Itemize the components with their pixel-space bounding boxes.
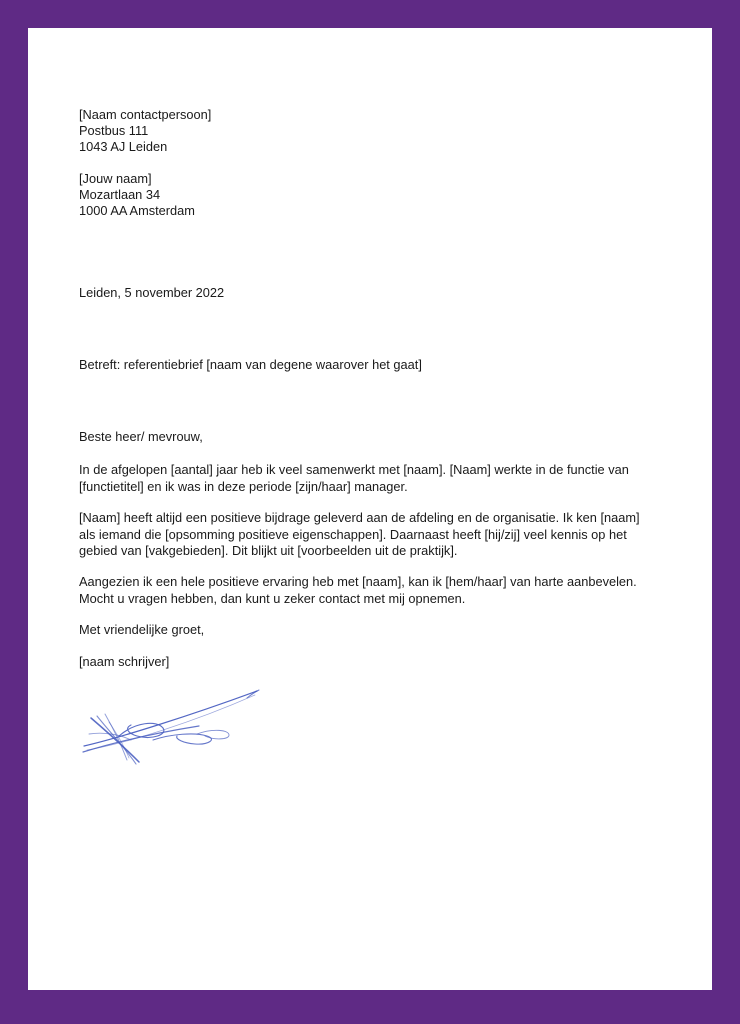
subject-line-text: Betreft: referentiebrief [naam van degene waarover het gaat] bbox=[79, 357, 422, 372]
body-paragraph-2-text: [Naam] heeft altijd een positieve bijdrage geleverd aan de afdeling en de organisatie. Ik ken [naam] als iemand die [opsomming positieve eigenschappen]. Daarnaast heeft [hij/zij] veel kennis op het gebied van [vakgebieden]. Dit blijkt uit [voorbeelden uit de praktijk]. bbox=[79, 510, 640, 558]
signer-name-text: [naam schrijver] bbox=[79, 654, 170, 669]
salutation bbox=[79, 429, 646, 445]
sender-address-line-3: 1000 AA Amsterdam bbox=[79, 203, 195, 218]
sender-address-block bbox=[79, 171, 646, 219]
body-paragraph-1 bbox=[79, 462, 646, 495]
sender-address-line-1: [Jouw naam] bbox=[79, 171, 152, 186]
closing-line bbox=[79, 622, 646, 638]
handwritten-signature-icon bbox=[79, 678, 279, 768]
sender-address-line-2: Mozartlaan 34 bbox=[79, 187, 161, 202]
date-line-text: Leiden, 5 november 2022 bbox=[79, 285, 225, 300]
body-paragraph-3 bbox=[79, 574, 646, 607]
date-line bbox=[79, 285, 646, 301]
salutation-text: Beste heer/ mevrouw, bbox=[79, 429, 203, 444]
subject-line bbox=[79, 357, 646, 373]
recipient-address-line-1: [Naam contactpersoon] bbox=[79, 107, 212, 122]
recipient-address-line-3: 1043 AJ Leiden bbox=[79, 139, 168, 154]
letter-page bbox=[28, 28, 712, 990]
recipient-address-line-2: Postbus 111 bbox=[79, 123, 149, 138]
signer-name-line bbox=[79, 654, 646, 670]
signature-image bbox=[79, 678, 279, 768]
closing-text: Met vriendelijke groet, bbox=[79, 622, 205, 637]
body-paragraph-1-text: In de afgelopen [aantal] jaar heb ik veel samenwerkt met [naam]. [Naam] werkte in de functie van [functietitel] en ik was in deze periode [zijn/haar] manager. bbox=[79, 462, 629, 494]
body-paragraph-2 bbox=[79, 510, 646, 560]
recipient-address-block bbox=[79, 107, 646, 155]
body-paragraph-3-text: Aangezien ik een hele positieve ervaring heb met [naam], kan ik [hem/haar] van harte aanbevelen. Mocht u vragen hebben, dan kunt u zeker contact met mij opnemen. bbox=[79, 574, 637, 606]
